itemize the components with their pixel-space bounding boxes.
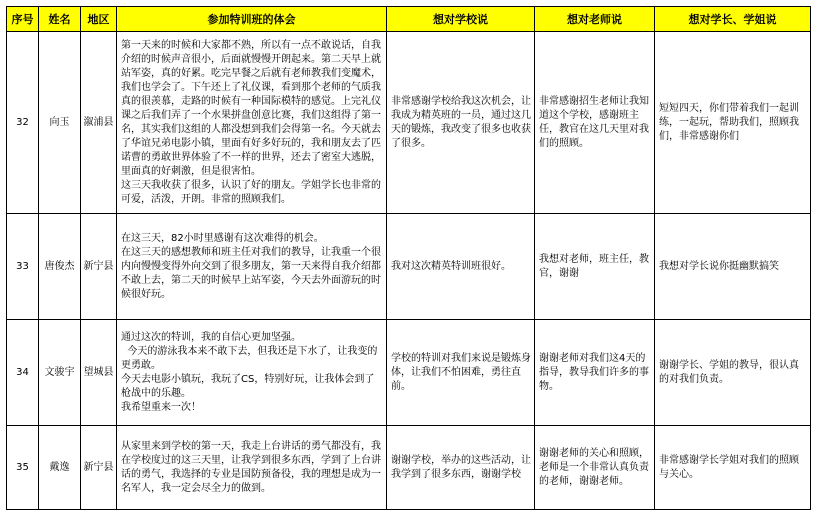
experience-cell — [117, 320, 387, 426]
header-row — [7, 7, 811, 32]
to-seniors-cell — [655, 32, 811, 214]
header-experience: 参加特训班的体会 — [117, 7, 387, 32]
to-teacher-text: 我想对老师，班主任，教官，谢谢 — [539, 253, 649, 279]
experience-cell — [117, 32, 387, 214]
experience-text: 通过这次的特训，我的自信心更加坚强。 今天的游泳我本来不敢下去，但我还是下水了，让我变的更勇敢。 今天去电影小镇玩，我玩了CS，特别好玩，让我体会到了枪战中的乐趣。 我希望重来一次！ — [121, 331, 378, 413]
to-school-cell — [387, 214, 535, 320]
to-teacher-text: 非常感谢招生老师让我知道这个学校，感谢班主任，教官在这几天里对我们的照顾。 — [539, 95, 649, 149]
experience-cell — [117, 214, 387, 320]
student-name: 文骏宇 — [39, 320, 81, 426]
to-seniors-text: 短短四天，你们带着我们一起训练，一起玩，帮助我们，照顾我们，非常感谢你们 — [659, 102, 799, 142]
to-teacher-text: 谢谢老师的关心和照顾，老师是一个非常认真负责的老师，谢谢老师。 — [539, 447, 649, 487]
table-row — [7, 214, 811, 320]
student-region: 新宁县 — [81, 426, 117, 510]
to-teacher-text: 谢谢老师对我们这4天的指导，教导我们许多的事物。 — [539, 352, 649, 392]
to-school-text: 谢谢学校，举办的这些活动，让我学到了很多东西，谢谢学校 — [391, 454, 531, 480]
table-row — [7, 320, 811, 426]
to-seniors-cell — [655, 426, 811, 510]
row-number: 35 — [7, 426, 39, 510]
row-number: 32 — [7, 32, 39, 214]
to-school-cell — [387, 426, 535, 510]
experience-text: 第一天来的时候和大家都不熟，所以有一点不敢说话，自我介绍的时候声音很小，后面就慢慢开朗起来。第二天早上就站军姿，真的好累。吃完早餐之后就有老师教我们变魔术，我们也学会了。下午还上了礼仪课，看到那个老师的气质我真的很羡慕，走路的时候有一种国际模特的感觉。上完礼仪课之后我们弄了一个水果拼盘创意比赛，我们这组得了第一名，其实我们这组的人都没想到我们会得第一名。今天就去了华谊兄弟电影小镇，里面有好多好玩的，我和朋友去了匹诺曹的勇敢世界体验了不一样的世界，还去了密室大逃脱，里面真的好刺激，但是很害怕。 这三天我收获了很多，认识了好的朋友。学姐学长也非常的可爱，活泼，开朗。非常的照顾我们。 — [121, 39, 381, 205]
student-region: 溆浦县 — [81, 32, 117, 214]
to-seniors-cell — [655, 320, 811, 426]
header-no: 序号 — [7, 7, 39, 32]
to-seniors-text: 谢谢学长、学姐的教导，很认真的对我们负责。 — [659, 359, 799, 385]
experience-cell — [117, 426, 387, 510]
header-name: 姓名 — [39, 7, 81, 32]
training-feedback-table — [6, 6, 811, 510]
student-name: 唐俊杰 — [39, 214, 81, 320]
experience-text: 从家里来到学校的第一天，我走上台讲话的勇气都没有，我在学校度过的这三天里，让我学到很多东西，学到了上台讲话的勇气，我选择的专业是国防预备役，我的理想是成为一名军人，我一定会尽全力的做到。 — [121, 440, 381, 494]
to-seniors-cell — [655, 214, 811, 320]
to-school-text: 学校的特训对我们来说是锻炼身体，让我们不怕困难，勇往直前。 — [391, 352, 531, 392]
to-teacher-cell — [535, 320, 655, 426]
to-seniors-text: 我想对学长说你挺幽默搞笑 — [659, 260, 779, 272]
to-teacher-cell — [535, 32, 655, 214]
student-region: 新宁县 — [81, 214, 117, 320]
student-name: 戴逸 — [39, 426, 81, 510]
to-school-text: 我对这次精英特训班很好。 — [391, 260, 511, 272]
to-seniors-text: 非常感谢学长学姐对我们的照顾与关心。 — [659, 454, 799, 480]
to-teacher-cell — [535, 426, 655, 510]
row-number: 34 — [7, 320, 39, 426]
header-to-teacher: 想对老师说 — [535, 7, 655, 32]
header-to-school: 想对学校说 — [387, 7, 535, 32]
to-school-text: 非常感谢学校给我这次机会，让我成为精英班的一员，通过这几天的锻炼，我改变了很多也收获了很多。 — [391, 95, 531, 149]
to-school-cell — [387, 32, 535, 214]
row-number: 33 — [7, 214, 39, 320]
experience-text: 在这三天，82小时里感谢有这次难得的机会。 在这三天的感想教师和班主任对我们的教导，让我重一个很内向慢慢变得外向交到了很多朋友，第一天来得自我介绍都不敢上去，第二天的时候早上站军姿，今天去外面游玩的时候很好玩。 — [121, 232, 381, 300]
header-to-seniors: 想对学长、学姐说 — [655, 7, 811, 32]
student-name: 向玉 — [39, 32, 81, 214]
table-row — [7, 426, 811, 510]
to-teacher-cell — [535, 214, 655, 320]
to-school-cell — [387, 320, 535, 426]
header-region: 地区 — [81, 7, 117, 32]
table-row — [7, 32, 811, 214]
student-region: 望城县 — [81, 320, 117, 426]
